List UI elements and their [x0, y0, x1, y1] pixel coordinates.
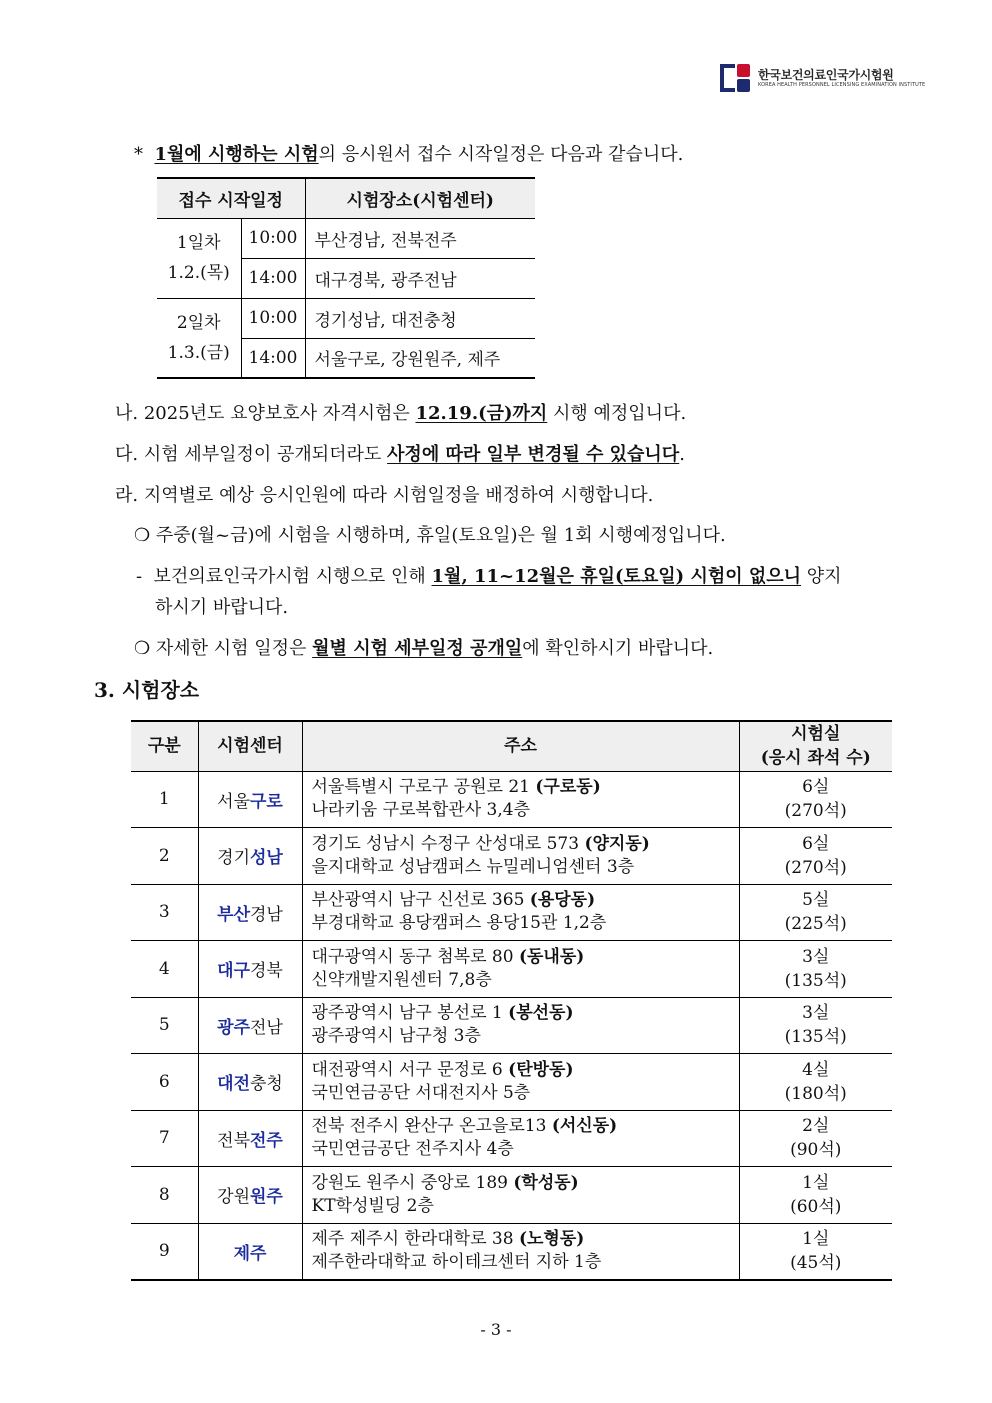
centers-header-no: 구분: [131, 721, 198, 771]
center-no: 2: [131, 828, 198, 885]
center-row: [131, 1167, 892, 1224]
center-row: [131, 828, 892, 885]
schedule-day-1: 1일차 1.2.(목): [157, 218, 241, 298]
center-rooms: 2실 (90석): [739, 1110, 892, 1167]
center-name: 강원원주: [198, 1167, 302, 1224]
center-address: 경기도 성남시 수정구 산성대로 573 (양지동) 을지대학교 성남캠퍼스 뉴밀레니엄센터 3층: [302, 828, 739, 885]
centers-header-address: 주소: [302, 721, 739, 771]
dash-marker: -: [136, 566, 143, 587]
schedule-day-2: 2일차 1.3.(금): [157, 298, 241, 378]
bullet-emphasis: 월별 시험 세부일정 공개일: [312, 638, 523, 659]
center-rooms: 3실 (135석): [739, 997, 892, 1054]
schedule-header-start: 접수 시작일정: [157, 178, 305, 218]
center-row: [131, 1054, 892, 1111]
bullet-weekday-schedule: ❍ 주중(월~금)에 시험을 시행하며, 휴일(토요일)은 월 1회 시행예정입니다.: [134, 525, 726, 546]
bullet-marker: ❍: [134, 638, 151, 659]
org-name-ko: 한국보건의료인국가시험원: [758, 67, 894, 82]
center-address: 강원도 원주시 중앙로 189 (학성동) KT학성빌딩 2층: [302, 1167, 739, 1224]
center-address: 대전광역시 서구 문정로 6 (탄방동) 국민연금공단 서대전지사 5층: [302, 1054, 739, 1111]
center-name: 전북전주: [198, 1110, 302, 1167]
center-address: 전북 전주시 완산구 온고을로13 (서신동) 국민연금공단 전주지사 4층: [302, 1110, 739, 1167]
center-no: 5: [131, 997, 198, 1054]
center-name: 서울구로: [198, 771, 302, 828]
center-no: 7: [131, 1110, 198, 1167]
item-da-emphasis: 사정에 따라 일부 변경될 수 있습니다: [387, 444, 680, 465]
center-name: 제주: [198, 1223, 302, 1280]
centers-header-center: 시험센터: [198, 721, 302, 771]
org-emblem-icon: [720, 62, 752, 94]
center-rooms: 5실 (225석): [739, 884, 892, 941]
bullet-marker: ❍: [134, 525, 151, 546]
center-rooms: 3실 (135석): [739, 941, 892, 998]
centers-header-rooms: 시험실 (응시 좌석 수): [739, 721, 892, 771]
schedule-time: 14:00: [241, 258, 305, 298]
center-rooms: 6실 (270석): [739, 828, 892, 885]
center-row: [131, 1110, 892, 1167]
center-address: 부산광역시 남구 신선로 365 (용당동) 부경대학교 용당캠퍼스 용당15관 1,2층: [302, 884, 739, 941]
center-name: 부산경남: [198, 884, 302, 941]
org-name-en: KOREA HEALTH PERSONNEL LICENSING EXAMINATION INSTITUTE: [758, 81, 926, 88]
center-rooms: 6실 (270석): [739, 771, 892, 828]
center-no: 3: [131, 884, 198, 941]
bullet-detailed-schedule: ❍ 자세한 시험 일정은 월별 시험 세부일정 공개일에 확인하시기 바랍니다.: [134, 638, 714, 659]
item-na: 나. 2025년도 요양보호사 자격시험은 12.19.(금)까지 시행 예정입니다.: [115, 403, 687, 424]
center-address: 대구광역시 동구 첨복로 80 (동내동) 신약개발지원센터 7,8층: [302, 941, 739, 998]
schedule-header-place: 시험장소(시험센터): [305, 178, 535, 218]
center-address: 광주광역시 남구 봉선로 1 (봉선동) 광주광역시 남구청 3층: [302, 997, 739, 1054]
center-row: [131, 997, 892, 1054]
center-row: [131, 884, 892, 941]
dash-line-2: 하시기 바랍니다.: [155, 597, 289, 618]
center-no: 6: [131, 1054, 198, 1111]
section-title: 3. 시험장소: [94, 678, 200, 702]
item-na-emphasis: 12.19.(금)까지: [415, 403, 548, 424]
org-logo: [720, 62, 925, 94]
note-january: [134, 140, 683, 166]
center-no: 4: [131, 941, 198, 998]
center-rooms: 4실 (180석): [739, 1054, 892, 1111]
center-address: 서울특별시 구로구 공원로 21 (구로동) 나라키움 구로복합관사 3,4층: [302, 771, 739, 828]
item-da: 다. 시험 세부일정이 공개되더라도 사정에 따라 일부 변경될 수 있습니다.: [115, 444, 685, 465]
note-marker: *: [134, 144, 143, 165]
note-text: 의 응시원서 접수 시작일정은 다음과 같습니다.: [318, 144, 684, 165]
schedule-table: [157, 177, 535, 379]
center-address: 제주 제주시 한라대학로 38 (노형동) 제주한라대학교 하이테크센터 지하 1층: [302, 1223, 739, 1280]
page-number: - 3 -: [480, 1320, 512, 1339]
center-rooms: 1실 (60석): [739, 1167, 892, 1224]
center-no: 8: [131, 1167, 198, 1224]
center-name: 대구경북: [198, 941, 302, 998]
schedule-places: 서울구로, 강원원주, 제주: [305, 338, 535, 378]
center-name: 경기성남: [198, 828, 302, 885]
center-name: 대전충청: [198, 1054, 302, 1111]
schedule-places: 부산경남, 전북전주: [305, 218, 535, 258]
dash-no-saturday-notice: - 보건의료인국가시험 시행으로 인해 1월, 11~12월은 휴일(토요일) 시험이 없으니 양지: [136, 566, 842, 587]
schedule-time: 10:00: [241, 218, 305, 258]
center-no: 9: [131, 1223, 198, 1280]
centers-table: [131, 720, 892, 1281]
schedule-places: 대구경북, 광주전남: [305, 258, 535, 298]
schedule-places: 경기성남, 대전충청: [305, 298, 535, 338]
center-row: [131, 771, 892, 828]
center-name: 광주전남: [198, 997, 302, 1054]
center-no: 1: [131, 771, 198, 828]
item-ra: 라. 지역별로 예상 응시인원에 따라 시험일정을 배정하여 시행합니다.: [115, 485, 654, 506]
center-row: [131, 1223, 892, 1280]
center-row: [131, 941, 892, 998]
schedule-time: 10:00: [241, 298, 305, 338]
dash-emphasis: 1월, 11~12월은 휴일(토요일) 시험이 없으니: [431, 566, 802, 587]
note-emphasis: 1월에 시행하는 시험: [154, 144, 319, 165]
schedule-time: 14:00: [241, 338, 305, 378]
center-rooms: 1실 (45석): [739, 1223, 892, 1280]
